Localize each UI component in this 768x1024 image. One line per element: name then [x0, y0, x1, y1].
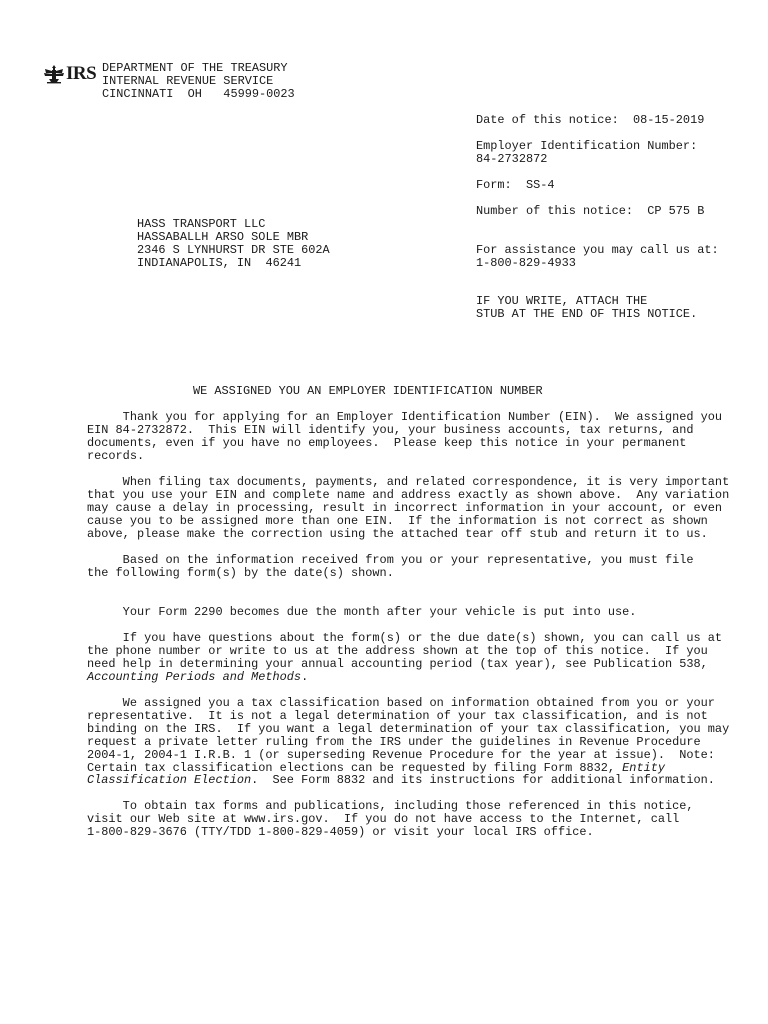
paragraph-line: cause you to be assigned more than one EIN. If the information is not correct as shown — [87, 513, 708, 528]
agency-line: CINCINNATI OH 45999-0023 — [102, 87, 295, 101]
paragraph-line: the following form(s) by the date(s) shown. — [87, 565, 394, 580]
paragraph-line: records. — [87, 448, 145, 463]
recipient-line: HASSABALLH ARSO SOLE MBR — [137, 230, 309, 244]
paragraph-line: Your Form 2290 becomes due the month after your vehicle is put into use. — [87, 605, 637, 619]
irs-logo-text: IRS — [66, 63, 97, 84]
paragraph-line: request a private letter ruling from the IRS under the guidelines in Revenue Procedure — [87, 734, 701, 749]
notice-number: Number of this notice: CP 575 B — [476, 204, 705, 218]
paragraph-line: If you have questions about the form(s) or the due date(s) shown, you can call us at — [87, 631, 723, 645]
paragraph-line: may cause a delay in processing, result in incorrect information in your account, or even — [87, 500, 723, 515]
paragraph-line: Classification Election. See Form 8832 and its instructions for additional information. — [87, 773, 715, 788]
write-instruction-line: STUB AT THE END OF THIS NOTICE. — [476, 307, 698, 321]
irs-eagle-icon — [43, 64, 65, 84]
paragraph-line: 2004-1, 2004-1 I.R.B. 1 (or superseding Revenue Procedure for the year at issue). Note: — [87, 747, 715, 762]
paragraph-line: documents, even if you have no employees. Please keep this notice in your permanent — [87, 435, 687, 450]
paragraph-line: need help in determining your annual accounting period (tax year), see Publication 538, — [87, 656, 708, 671]
paragraph-line: Certain tax classification elections can be requested by filing Form 8832, Entity — [87, 760, 665, 775]
paragraph-line: 1-800-829-3676 (TTY/TDD 1-800-829-4059) or visit your local IRS office. — [87, 824, 594, 839]
agency-line: DEPARTMENT OF THE TREASURY — [102, 61, 288, 75]
form-title-italic: Classification Election — [87, 773, 252, 788]
paragraph-line: Accounting Periods and Methods. — [87, 669, 309, 684]
irs-logo — [43, 63, 96, 85]
paragraph-line: the phone number or write to us at the address shown at the top of this notice. If you — [87, 643, 708, 658]
paragraph-tax-forms — [87, 800, 727, 839]
paragraph-line: We assigned you a tax classification based on information obtained from you or your — [87, 696, 715, 710]
paragraph-forms-due — [87, 554, 727, 580]
paragraph-form-2290 — [87, 606, 727, 619]
publication-title: Accounting Periods and Methods — [87, 669, 302, 684]
paragraph-tax-classification — [87, 696, 730, 788]
form-title-italic: Entity — [622, 760, 665, 775]
ein-label: Employer Identification Number: — [476, 139, 698, 153]
paragraph-filing — [87, 475, 730, 541]
paragraph-line: Thank you for applying for an Employer Identification Number (EIN). We assigned you — [87, 410, 723, 424]
recipient-line: HASS TRANSPORT LLC — [137, 217, 266, 231]
paragraph-line: binding on the IRS. If you want a legal determination of your tax classification, you may — [87, 721, 730, 736]
assistance-phone: 1-800-829-4933 — [476, 256, 576, 270]
paragraph-line: representative. It is not a legal determination of your tax classification, and is not — [87, 708, 708, 723]
paragraph-line: When filing tax documents, payments, and related correspondence, it is very important — [87, 475, 730, 489]
recipient-line: 2346 S LYNHURST DR STE 602A — [137, 243, 330, 257]
paragraph-line: above, please make the correction using the attached tear off stub and return it to us. — [87, 526, 708, 541]
paragraph-line: To obtain tax forms and publications, including those referenced in this notice, — [87, 799, 694, 813]
notice-title: WE ASSIGNED YOU AN EMPLOYER IDENTIFICATION NUMBER — [193, 384, 543, 398]
notice-date: Date of this notice: 08-15-2019 — [476, 113, 705, 127]
paragraph-questions — [87, 632, 727, 684]
agency-line: INTERNAL REVENUE SERVICE — [102, 74, 274, 88]
form-type: Form: SS-4 — [476, 178, 555, 192]
paragraph-line: visit our Web site at www.irs.gov. If you do not have access to the Internet, call — [87, 811, 680, 826]
recipient-line: INDIANAPOLIS, IN 46241 — [137, 256, 302, 270]
paragraph-line: Based on the information received from you or your representative, you must file — [87, 553, 694, 567]
paragraph-line: EIN 84-2732872. This EIN will identify you, your business accounts, tax returns, and — [87, 422, 694, 437]
ein-value: 84-2732872 — [476, 152, 548, 166]
assistance-label: For assistance you may call us at: — [476, 243, 719, 257]
paragraph-line: that you use your EIN and complete name and address exactly as shown above. Any variation — [87, 487, 730, 502]
paragraph-ein-assigned — [87, 411, 727, 463]
write-instruction-line: IF YOU WRITE, ATTACH THE — [476, 294, 648, 308]
